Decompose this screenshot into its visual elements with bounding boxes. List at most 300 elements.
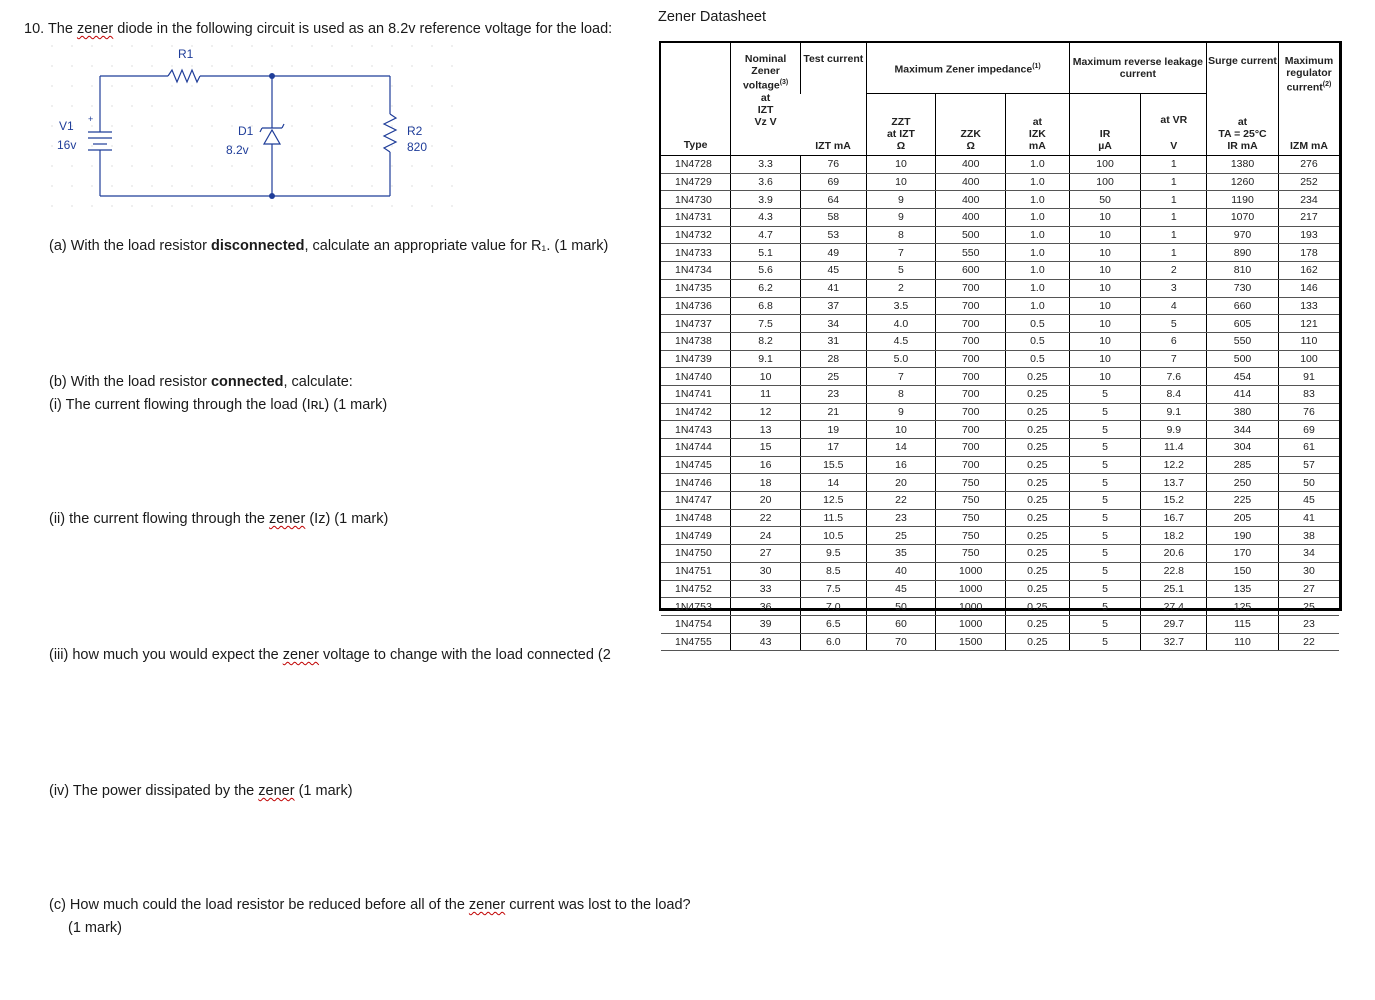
table-row xyxy=(661,368,1339,386)
cell-zzt: 9 xyxy=(866,191,936,209)
cell-vr: 1 xyxy=(1141,191,1207,209)
question-part-c-mark: (1 mark) xyxy=(68,920,122,936)
part-b-iv-text-post: (1 mark) xyxy=(294,783,353,799)
cell-vr: 9.1 xyxy=(1141,403,1207,421)
cell-surge: 454 xyxy=(1207,368,1279,386)
cell-izm: 30 xyxy=(1278,562,1339,580)
table-row xyxy=(661,545,1339,563)
cell-izt: 28 xyxy=(800,350,866,368)
table-row xyxy=(661,509,1339,527)
cell-surge: 285 xyxy=(1207,456,1279,474)
cell-izm: 100 xyxy=(1278,350,1339,368)
cell-zzt: 9 xyxy=(866,209,936,227)
cell-izk: 0.25 xyxy=(1006,562,1070,580)
header-type: Type xyxy=(661,43,731,156)
junction-node-bottom xyxy=(269,193,275,199)
cell-vr: 1 xyxy=(1141,156,1207,174)
cell-vz: 22 xyxy=(731,509,801,527)
cell-izt: 31 xyxy=(800,332,866,350)
cell-ir: 10 xyxy=(1069,368,1141,386)
header-test-current: Test current xyxy=(800,43,866,94)
cell-surge: 550 xyxy=(1207,332,1279,350)
header-vr: at VR V xyxy=(1141,94,1207,156)
cell-ir: 5 xyxy=(1069,615,1141,633)
cell-ir: 5 xyxy=(1069,403,1141,421)
cell-zzt: 8 xyxy=(866,385,936,403)
header-max-impedance: Maximum Zener impedance$^{(1)}$ xyxy=(866,43,1069,94)
intro-word-zener: zener xyxy=(76,21,114,37)
cell-vr: 29.7 xyxy=(1141,615,1207,633)
v1-plus-sign: + xyxy=(88,114,94,124)
cell-izk: 1.0 xyxy=(1006,262,1070,280)
cell-ir: 10 xyxy=(1069,350,1141,368)
circuit-diagram xyxy=(50,44,460,214)
part-b-iv-text-pre: (iv) The power dissipated by the xyxy=(49,783,259,799)
cell-ir: 5 xyxy=(1069,474,1141,492)
cell-ir: 5 xyxy=(1069,598,1141,616)
cell-izt: 58 xyxy=(800,209,866,227)
cell-izk: 1.0 xyxy=(1006,244,1070,262)
cell-izk: 1.0 xyxy=(1006,173,1070,191)
table-row xyxy=(661,456,1339,474)
d1-label: D1 xyxy=(238,124,254,138)
part-b-iii-text-post: voltage to change with the load connected (2 xyxy=(319,647,611,663)
cell-izk: 1.0 xyxy=(1006,297,1070,315)
cell-ir: 5 xyxy=(1069,633,1141,651)
cell-izk: 0.25 xyxy=(1006,368,1070,386)
cell-vr: 12.2 xyxy=(1141,456,1207,474)
cell-surge: 1380 xyxy=(1207,156,1279,174)
cell-zzk: 400 xyxy=(936,191,1006,209)
part-b-ii-text-pre: (ii) the current flowing through the xyxy=(49,511,270,527)
cell-izk: 1.0 xyxy=(1006,209,1070,227)
part-b-ii-word-zener: zener xyxy=(269,511,306,527)
cell-type: 1N4729 xyxy=(661,173,731,191)
cell-izm: 146 xyxy=(1278,279,1339,297)
table-row xyxy=(661,598,1339,616)
cell-izm: 83 xyxy=(1278,385,1339,403)
cell-vr: 8.4 xyxy=(1141,385,1207,403)
cell-zzt: 2 xyxy=(866,279,936,297)
datasheet-title: Zener Datasheet xyxy=(658,9,767,25)
cell-zzt: 45 xyxy=(866,580,936,598)
cell-zzt: 5 xyxy=(866,262,936,280)
cell-ir: 5 xyxy=(1069,527,1141,545)
cell-izt: 11.5 xyxy=(800,509,866,527)
cell-zzk: 700 xyxy=(936,439,1006,457)
cell-type: 1N4750 xyxy=(661,545,731,563)
cell-izk: 0.25 xyxy=(1006,421,1070,439)
cell-vr: 2 xyxy=(1141,262,1207,280)
cell-ir: 5 xyxy=(1069,456,1141,474)
table-row xyxy=(661,615,1339,633)
cell-zzt: 9 xyxy=(866,403,936,421)
cell-izm: 23 xyxy=(1278,615,1339,633)
cell-ir: 5 xyxy=(1069,580,1141,598)
cell-vz: 13 xyxy=(731,421,801,439)
cell-izm: 217 xyxy=(1278,209,1339,227)
cell-izk: 0.25 xyxy=(1006,633,1070,651)
cell-surge: 1070 xyxy=(1207,209,1279,227)
part-b-iii-text-pre: (iii) how much you would expect the xyxy=(49,647,283,663)
cell-zzt: 25 xyxy=(866,527,936,545)
part-a-text-post: , calculate an appropriate value for R₁. (1 mark) xyxy=(304,238,609,254)
cell-vr: 15.2 xyxy=(1141,492,1207,510)
cell-vr: 4 xyxy=(1141,297,1207,315)
cell-izm: 57 xyxy=(1278,456,1339,474)
cell-izm: 27 xyxy=(1278,580,1339,598)
cell-vz: 33 xyxy=(731,580,801,598)
table-row xyxy=(661,350,1339,368)
cell-izk: 0.25 xyxy=(1006,385,1070,403)
cell-zzk: 550 xyxy=(936,244,1006,262)
cell-ir: 5 xyxy=(1069,492,1141,510)
cell-izk: 0.25 xyxy=(1006,456,1070,474)
cell-ir: 10 xyxy=(1069,262,1141,280)
cell-zzk: 500 xyxy=(936,226,1006,244)
table-row xyxy=(661,332,1339,350)
table-row xyxy=(661,191,1339,209)
cell-type: 1N4735 xyxy=(661,279,731,297)
cell-zzk: 700 xyxy=(936,332,1006,350)
cell-vr: 11.4 xyxy=(1141,439,1207,457)
cell-zzk: 750 xyxy=(936,545,1006,563)
cell-izt: 76 xyxy=(800,156,866,174)
cell-vz: 11 xyxy=(731,385,801,403)
cell-izm: 25 xyxy=(1278,598,1339,616)
cell-zzt: 70 xyxy=(866,633,936,651)
v1-value: 16v xyxy=(57,138,77,152)
cell-zzk: 700 xyxy=(936,368,1006,386)
cell-type: 1N4746 xyxy=(661,474,731,492)
cell-ir: 5 xyxy=(1069,439,1141,457)
question-part-b-iii xyxy=(49,646,611,664)
cell-izt: 8.5 xyxy=(800,562,866,580)
cell-ir: 10 xyxy=(1069,279,1141,297)
cell-surge: 414 xyxy=(1207,385,1279,403)
cell-izk: 0.25 xyxy=(1006,439,1070,457)
cell-vr: 1 xyxy=(1141,173,1207,191)
cell-izk: 0.25 xyxy=(1006,403,1070,421)
cell-zzt: 10 xyxy=(866,156,936,174)
table-row xyxy=(661,385,1339,403)
cell-type: 1N4742 xyxy=(661,403,731,421)
cell-izm: 50 xyxy=(1278,474,1339,492)
cell-ir: 10 xyxy=(1069,209,1141,227)
cell-izk: 0.5 xyxy=(1006,350,1070,368)
table-row xyxy=(661,226,1339,244)
cell-izk: 1.0 xyxy=(1006,226,1070,244)
question-part-b-iv xyxy=(49,782,353,800)
cell-vz: 16 xyxy=(731,456,801,474)
cell-zzt: 16 xyxy=(866,456,936,474)
part-c-text-pre: (c) How much could the load resistor be reduced before all of the xyxy=(49,897,469,913)
table-row xyxy=(661,315,1339,333)
cell-izm: 69 xyxy=(1278,421,1339,439)
cell-izm: 22 xyxy=(1278,633,1339,651)
table-row xyxy=(661,244,1339,262)
intro-text-post: diode in the following circuit is used as an 8.2v reference voltage for the load: xyxy=(113,21,613,37)
cell-izk: 0.25 xyxy=(1006,598,1070,616)
part-b-iii-word-zener: zener xyxy=(282,647,320,663)
cell-ir: 10 xyxy=(1069,315,1141,333)
part-b-ii-text-post: (Iᴢ) (1 mark) xyxy=(305,511,389,527)
header-zzk: ZZK Ω xyxy=(936,94,1006,156)
cell-zzk: 700 xyxy=(936,315,1006,333)
datasheet-body xyxy=(661,156,1339,651)
header-max-leakage: Maximum reverse leakage current xyxy=(1069,43,1206,94)
cell-ir: 100 xyxy=(1069,173,1141,191)
cell-vr: 13.7 xyxy=(1141,474,1207,492)
cell-zzt: 10 xyxy=(866,173,936,191)
cell-surge: 890 xyxy=(1207,244,1279,262)
cell-izk: 1.0 xyxy=(1006,191,1070,209)
header-ir: IR µA xyxy=(1069,94,1141,156)
cell-zzt: 14 xyxy=(866,439,936,457)
table-row xyxy=(661,492,1339,510)
question-number: 10. xyxy=(24,21,45,37)
cell-izm: 133 xyxy=(1278,297,1339,315)
cell-type: 1N4745 xyxy=(661,456,731,474)
cell-surge: 170 xyxy=(1207,545,1279,563)
cell-vr: 16.7 xyxy=(1141,509,1207,527)
table-row xyxy=(661,527,1339,545)
cell-izt: 34 xyxy=(800,315,866,333)
cell-izm: 252 xyxy=(1278,173,1339,191)
cell-zzk: 400 xyxy=(936,156,1006,174)
cell-zzk: 750 xyxy=(936,474,1006,492)
cell-izk: 0.25 xyxy=(1006,509,1070,527)
cell-ir: 10 xyxy=(1069,332,1141,350)
cell-type: 1N4730 xyxy=(661,191,731,209)
intro-text-pre: The xyxy=(47,21,77,37)
grid-dots xyxy=(50,44,460,214)
cell-izm: 38 xyxy=(1278,527,1339,545)
cell-surge: 344 xyxy=(1207,421,1279,439)
cell-zzk: 700 xyxy=(936,403,1006,421)
cell-zzk: 700 xyxy=(936,279,1006,297)
cell-surge: 190 xyxy=(1207,527,1279,545)
cell-izt: 53 xyxy=(800,226,866,244)
cell-izm: 34 xyxy=(1278,545,1339,563)
cell-izk: 1.0 xyxy=(1006,156,1070,174)
cell-izm: 193 xyxy=(1278,226,1339,244)
cell-vr: 22.8 xyxy=(1141,562,1207,580)
cell-zzk: 750 xyxy=(936,509,1006,527)
header-surge-conditions: at TA = 25°C IR mA xyxy=(1207,94,1279,156)
cell-vz: 30 xyxy=(731,562,801,580)
cell-vz: 9.1 xyxy=(731,350,801,368)
cell-ir: 50 xyxy=(1069,191,1141,209)
junction-node-top xyxy=(269,73,275,79)
table-row xyxy=(661,156,1339,174)
cell-vr: 1 xyxy=(1141,209,1207,227)
cell-izt: 17 xyxy=(800,439,866,457)
cell-surge: 730 xyxy=(1207,279,1279,297)
cell-izt: 23 xyxy=(800,385,866,403)
cell-type: 1N4738 xyxy=(661,332,731,350)
cell-izt: 6.5 xyxy=(800,615,866,633)
cell-izm: 178 xyxy=(1278,244,1339,262)
cell-type: 1N4740 xyxy=(661,368,731,386)
cell-vr: 9.9 xyxy=(1141,421,1207,439)
cell-ir: 10 xyxy=(1069,297,1141,315)
cell-izt: 7.0 xyxy=(800,598,866,616)
cell-zzk: 700 xyxy=(936,385,1006,403)
cell-izt: 9.5 xyxy=(800,545,866,563)
table-row xyxy=(661,439,1339,457)
header-nominal-voltage: Nominal Zener voltage$^{(3)}$ at IZT Vz V xyxy=(731,43,801,156)
table-row xyxy=(661,633,1339,651)
cell-zzk: 700 xyxy=(936,456,1006,474)
question-intro xyxy=(24,20,612,38)
cell-izt: 10.5 xyxy=(800,527,866,545)
cell-type: 1N4733 xyxy=(661,244,731,262)
cell-izt: 45 xyxy=(800,262,866,280)
cell-type: 1N4747 xyxy=(661,492,731,510)
cell-izt: 14 xyxy=(800,474,866,492)
cell-izt: 69 xyxy=(800,173,866,191)
cell-surge: 660 xyxy=(1207,297,1279,315)
cell-zzt: 60 xyxy=(866,615,936,633)
cell-zzt: 5.0 xyxy=(866,350,936,368)
part-b-text-post: , calculate: xyxy=(283,374,353,390)
cell-vz: 43 xyxy=(731,633,801,651)
cell-izk: 0.25 xyxy=(1006,545,1070,563)
cell-vr: 7.6 xyxy=(1141,368,1207,386)
cell-izt: 6.0 xyxy=(800,633,866,651)
cell-vz: 12 xyxy=(731,403,801,421)
cell-izm: 61 xyxy=(1278,439,1339,457)
cell-izt: 7.5 xyxy=(800,580,866,598)
cell-vr: 6 xyxy=(1141,332,1207,350)
cell-type: 1N4751 xyxy=(661,562,731,580)
cell-vr: 32.7 xyxy=(1141,633,1207,651)
cell-surge: 1260 xyxy=(1207,173,1279,191)
cell-vz: 6.2 xyxy=(731,279,801,297)
cell-surge: 1190 xyxy=(1207,191,1279,209)
cell-type: 1N4754 xyxy=(661,615,731,633)
cell-izt: 37 xyxy=(800,297,866,315)
cell-izt: 12.5 xyxy=(800,492,866,510)
cell-ir: 5 xyxy=(1069,545,1141,563)
cell-zzt: 7 xyxy=(866,368,936,386)
header-zzt: ZZT at IZT Ω xyxy=(866,94,936,156)
d1-value: 8.2v xyxy=(226,143,249,157)
cell-vr: 27.4 xyxy=(1141,598,1207,616)
question-part-c xyxy=(49,896,691,914)
part-b-text-pre: (b) With the load resistor xyxy=(49,374,211,390)
cell-vz: 7.5 xyxy=(731,315,801,333)
header-izt-unit: IZT mA xyxy=(800,94,866,156)
cell-surge: 605 xyxy=(1207,315,1279,333)
cell-zzt: 3.5 xyxy=(866,297,936,315)
cell-type: 1N4731 xyxy=(661,209,731,227)
cell-type: 1N4748 xyxy=(661,509,731,527)
cell-surge: 380 xyxy=(1207,403,1279,421)
cell-surge: 125 xyxy=(1207,598,1279,616)
cell-type: 1N4741 xyxy=(661,385,731,403)
cell-izt: 25 xyxy=(800,368,866,386)
cell-vz: 36 xyxy=(731,598,801,616)
cell-izk: 1.0 xyxy=(1006,279,1070,297)
part-b-iv-word-zener: zener xyxy=(258,783,295,799)
cell-zzt: 35 xyxy=(866,545,936,563)
cell-vr: 20.6 xyxy=(1141,545,1207,563)
question-part-b xyxy=(49,373,353,391)
table-row xyxy=(661,297,1339,315)
table-row xyxy=(661,403,1339,421)
cell-zzk: 1500 xyxy=(936,633,1006,651)
cell-izk: 0.25 xyxy=(1006,474,1070,492)
cell-ir: 10 xyxy=(1069,226,1141,244)
table-row xyxy=(661,580,1339,598)
table-row xyxy=(661,474,1339,492)
cell-izm: 76 xyxy=(1278,403,1339,421)
part-a-text-pre: (a) With the load resistor xyxy=(49,238,211,254)
cell-surge: 115 xyxy=(1207,615,1279,633)
cell-zzt: 4.5 xyxy=(866,332,936,350)
cell-zzk: 750 xyxy=(936,527,1006,545)
cell-zzk: 1000 xyxy=(936,580,1006,598)
cell-surge: 225 xyxy=(1207,492,1279,510)
cell-ir: 5 xyxy=(1069,562,1141,580)
cell-izm: 110 xyxy=(1278,332,1339,350)
cell-ir: 5 xyxy=(1069,509,1141,527)
cell-vr: 5 xyxy=(1141,315,1207,333)
cell-type: 1N4755 xyxy=(661,633,731,651)
zener-datasheet-table xyxy=(661,43,1339,651)
table-row xyxy=(661,173,1339,191)
cell-izk: 0.25 xyxy=(1006,527,1070,545)
cell-zzk: 1000 xyxy=(936,615,1006,633)
cell-vz: 5.6 xyxy=(731,262,801,280)
cell-vz: 27 xyxy=(731,545,801,563)
cell-type: 1N4749 xyxy=(661,527,731,545)
cell-type: 1N4734 xyxy=(661,262,731,280)
cell-surge: 970 xyxy=(1207,226,1279,244)
cell-surge: 810 xyxy=(1207,262,1279,280)
cell-zzt: 22 xyxy=(866,492,936,510)
cell-zzk: 700 xyxy=(936,350,1006,368)
cell-vr: 1 xyxy=(1141,244,1207,262)
cell-vz: 39 xyxy=(731,615,801,633)
cell-vz: 8.2 xyxy=(731,332,801,350)
cell-surge: 500 xyxy=(1207,350,1279,368)
r2-label: R2 xyxy=(407,124,423,138)
cell-type: 1N4743 xyxy=(661,421,731,439)
cell-type: 1N4737 xyxy=(661,315,731,333)
cell-vz: 3.9 xyxy=(731,191,801,209)
cell-zzt: 10 xyxy=(866,421,936,439)
question-part-b-i: (i) The current flowing through the load (Iʀʟ) (1 mark) xyxy=(49,397,388,413)
cell-zzk: 400 xyxy=(936,209,1006,227)
cell-vz: 4.7 xyxy=(731,226,801,244)
cell-vz: 20 xyxy=(731,492,801,510)
cell-type: 1N4739 xyxy=(661,350,731,368)
cell-izk: 0.5 xyxy=(1006,315,1070,333)
cell-vr: 25.1 xyxy=(1141,580,1207,598)
cell-vz: 3.3 xyxy=(731,156,801,174)
datasheet-table-frame xyxy=(659,41,1342,648)
r1-label: R1 xyxy=(178,47,194,61)
cell-zzt: 23 xyxy=(866,509,936,527)
part-a-bold: disconnected xyxy=(210,238,305,254)
cell-vz: 18 xyxy=(731,474,801,492)
cell-ir: 100 xyxy=(1069,156,1141,174)
cell-type: 1N4736 xyxy=(661,297,731,315)
table-row xyxy=(661,279,1339,297)
